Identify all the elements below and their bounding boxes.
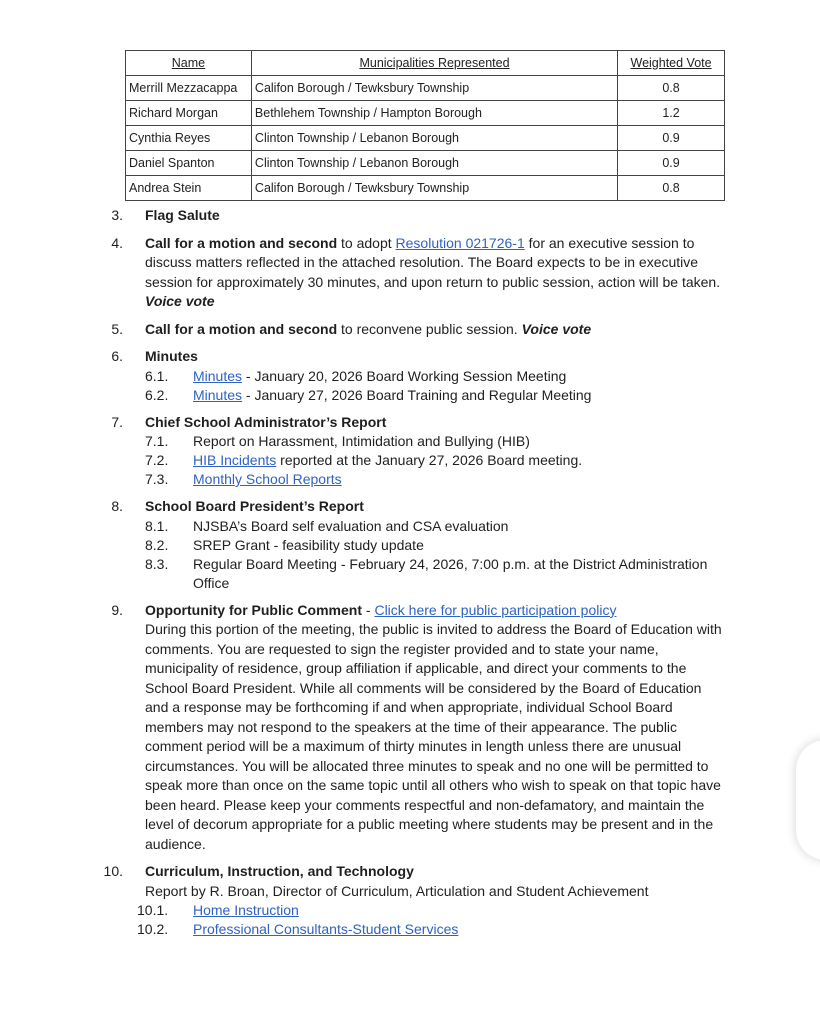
header-name: Name [126,51,252,76]
table-row [126,176,725,201]
agenda-item-flag-salute [0,206,820,226]
sub-item-text: reported at the January 27, 2026 Board meeting. [276,452,583,468]
table-row [126,101,725,126]
member-municipalities: Califon Borough / Tewksbury Township [251,176,617,201]
item-title: Minutes [145,348,198,364]
header-weighted-vote: Weighted Vote [618,51,725,76]
member-vote: 0.8 [618,176,725,201]
item-text: for an executive session to discuss matters reflected in the attached resolution. The Board expects to be in executive session for approximately 30 minutes, and upon return to public session, action will be taken. [145,234,721,290]
scroll-handle[interactable] [796,740,820,860]
item-number: 7. [111,413,123,430]
public-comment-body: During this portion of the meeting, the public is invited to address the Board of Education with comments. You are requested to sign the register provided and to state your name, municipality of residence, group affiliation if applicable, and direct your comments to the School Board President. While all comments will be considered by the Board of Education and a response may be forthcoming if and when appropriate, individual School Board members may not respond to the speakers at the time of their appearance. The public comment period will be a maximum of thirty minutes in length unless there are unusual circumstances. You will be allocated three minutes to speak and no one will be permitted to speak more than once on the same topic until all others who wish to speak on that topic have been heard. Please keep your comments respectful and non-defamatory, and maintain the level of decorum appropriate for a public meeting where students may be present and in the audience. [145,621,722,852]
sub-item-number: 7.1. [145,433,169,449]
item-number: 3. [111,207,123,223]
sub-item [145,555,725,593]
voice-vote-label: Voice vote [145,293,215,309]
item-number: 8. [111,498,123,514]
board-members-table [125,50,725,201]
home-instruction-link[interactable]: Home Instruction [193,902,299,918]
header-municipalities: Municipalities Represented [251,51,617,76]
agenda-item-minutes [0,347,820,405]
item-title: Opportunity for Public Comment [145,601,362,618]
resolution-link[interactable]: Resolution 021726-1 [395,234,525,251]
sub-item-text: - January 27, 2026 Board Training and Regular Meeting [242,386,592,403]
agenda-list [0,206,820,947]
sub-item-text: - January 20, 2026 Board Working Session Meeting [242,367,567,384]
sub-item [137,920,725,939]
agenda-item-public-comment [0,601,820,855]
hib-incidents-link[interactable]: HIB Incidents [193,452,277,468]
agenda-item-executive-session [0,234,820,312]
member-name: Richard Morgan [126,101,252,126]
item-text: to reconvene public session. [337,320,522,337]
sub-item-number: 10.2. [137,921,169,937]
sub-item-number: 7.3. [145,471,169,487]
member-municipalities: Califon Borough / Tewksbury Township [251,76,617,101]
sub-item [137,901,725,920]
table-row [126,76,725,101]
agenda-item-curriculum [0,862,820,939]
table-row [126,151,725,176]
member-vote: 0.9 [618,126,725,151]
sub-item-number: 10.1. [137,902,169,918]
sub-item [145,517,725,536]
item-number: 10. [103,863,123,879]
sub-item [145,432,725,451]
sub-item-text: NJSBA’s Board self evaluation and CSA evaluation [193,517,509,534]
agenda-item-president-report [0,497,820,593]
item-number: 9. [111,601,123,618]
minutes-link[interactable]: Minutes [193,367,243,384]
item-title: Call for a motion and second [145,234,338,251]
minutes-link[interactable]: Minutes [193,386,243,403]
item-title: Flag Salute [145,207,220,223]
sub-item-number: 8.1. [145,517,169,534]
item-title: Curriculum, Instruction, and Technology [145,863,414,879]
agenda-item-csa-report [0,413,820,490]
item-text: to adopt [337,234,396,251]
item-number: 6. [111,348,123,364]
professional-consultants-link[interactable]: Professional Consultants-Student Services [193,921,459,937]
member-municipalities: Bethlehem Township / Hampton Borough [251,101,617,126]
sub-item [145,386,725,405]
report-line: Report by R. Broan, Director of Curriculum, Articulation and Student Achievement [145,882,649,899]
member-vote: 1.2 [618,101,725,126]
member-vote: 0.9 [618,151,725,176]
member-name: Daniel Spanton [126,151,252,176]
member-name: Merrill Mezzacappa [126,76,252,101]
item-number: 4. [111,234,123,251]
sub-item-text: Regular Board Meeting - February 24, 2026, 7:00 p.m. at the District Administration Office [193,555,708,591]
sub-item [145,451,725,470]
sub-item [145,536,725,555]
sub-item-number: 7.2. [145,452,169,468]
sub-item-number: 6.1. [145,367,169,384]
member-name: Cynthia Reyes [126,126,252,151]
item-title: Call for a motion and second [145,320,338,337]
agenda-item-reconvene [0,320,820,340]
member-municipalities: Clinton Township / Lebanon Borough [251,126,617,151]
sub-item-number: 8.2. [145,536,169,553]
table-header-row [126,51,725,76]
table-row [126,126,725,151]
member-municipalities: Clinton Township / Lebanon Borough [251,151,617,176]
sub-item-number: 8.3. [145,555,169,572]
sub-item-number: 6.2. [145,386,169,403]
item-number: 5. [111,320,123,337]
sub-item [145,367,725,386]
monthly-school-reports-link[interactable]: Monthly School Reports [193,471,342,487]
sub-item-text: SREP Grant - feasibility study update [193,536,424,553]
voice-vote-label: Voice vote [521,320,592,337]
item-title: Chief School Administrator’s Report [145,413,387,430]
sub-item-text: Report on Harassment, Intimidation and Bullying (HIB) [193,433,530,449]
member-name: Andrea Stein [126,176,252,201]
member-vote: 0.8 [618,76,725,101]
item-title: School Board President’s Report [145,498,364,514]
item-separator: - [362,601,375,618]
public-participation-policy-link[interactable]: Click here for public participation policy [374,601,617,618]
sub-item [145,470,725,489]
